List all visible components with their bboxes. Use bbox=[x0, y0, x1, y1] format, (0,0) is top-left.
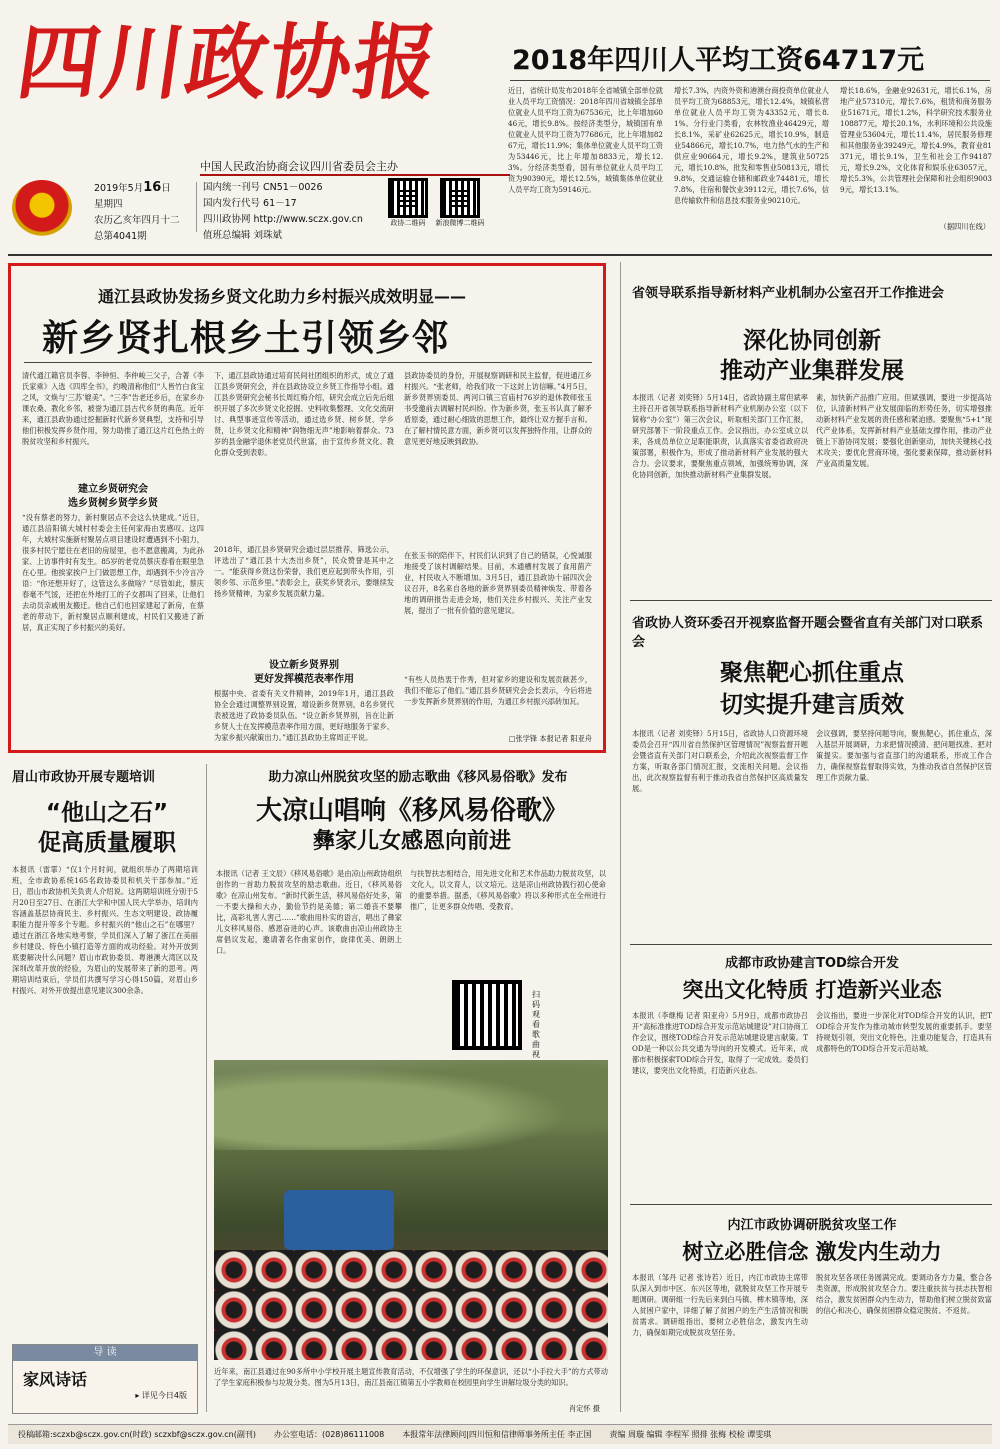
lead-subhead-2: 设立新乡贤界别 bbox=[269, 660, 339, 671]
website-link[interactable]: 四川政协网 http://www.sczx.gov.cn bbox=[203, 214, 363, 225]
wage-headline: 2018年四川人平均工资64717元 bbox=[512, 45, 925, 76]
qr-caption-1: 政协二维码 bbox=[390, 219, 426, 227]
story3-kicker: 省政协人资环委召开视察监督开题会暨省直有关部门对口联系会 bbox=[632, 616, 984, 650]
footer-legal: 本报常年法律顾问|四川恒和信律师事务所主任 李正国 bbox=[402, 1430, 592, 1439]
issue-date: 2019年5月 bbox=[94, 183, 144, 194]
qr-caption-2: 新浪微博二维码 bbox=[435, 219, 485, 227]
song-qr-code[interactable] bbox=[452, 980, 522, 1050]
lead-col1-a: 清代通江籍官员李蓉、李钟恒、李仲峻三父子，合著《李氏家乘》入选《四库全书》，约晚清称他们“人皆竹白食宝之风，文焕与‘三苏’媲美”。“三李”告老还乡后，在家乡办课农桑、教化乡邻，被誉为通江县古代乡贤的典范。近年来，通江县政协通过挖掘新时代新乡贤典型，支持和引导他们积极发挥乡贤作用，努力助推了通江这片红色热土的脱贫攻坚和乡村振兴。 bbox=[22, 371, 204, 446]
post-code: 国内发行代号 61－17 bbox=[203, 198, 297, 209]
lead-col2-a: 下，通江县政协通过培育民间社团组织的形式，成立了通江县乡贤研究会，并在县政协设立乡贤工作指导小组。通江县乡贤研究会秘书长周红梅介绍，研究会成立后先后组织开展了多次乡贤文化挖掘、史料收集整理、文化交流研讨、典型事迹宣传等活动，通过选乡贤、树乡贤、学乡贤，让乡贤文化和精神“润物细无声”地影响着群众。73岁的县金融学退休老党员代世富，由于宣传乡贤文化、教化群众受到表彰。 bbox=[214, 371, 394, 457]
story6-headline: 突出文化特质 打造新兴业态 bbox=[682, 978, 942, 1002]
photo-credit: 肖定怀 摄 bbox=[568, 1404, 600, 1413]
story4-headline-2: 促高质量履职 bbox=[38, 830, 176, 856]
wage-col-3: 增长18.6%，金融业92631元，增长6.1%，房地产业57310元，增长7.6%，租赁和商务服务业51671元，增长1.2%，科学研究技术服务业108877元，增长20.1%，水利环境和公共设施管理业53604元，增长11.4%，居民服务修理和其他服务业39249元，增长4.9%，教育业81371元，增长9.1%，卫生和社会工作94187元，增长9.2%，文化体育和娱乐业63057元，增长5.3%，公共管理社会保障和社会组织90039元，增长13.1%。 bbox=[840, 86, 992, 194]
lead-col3-c: “有些人员热衷于作秀，但对家乡的建设和发展贡献甚少，我们不能忘了他们。”通江县乡贤研究会会长表示，今后将进一步发挥新乡贤界别的作用，为通江乡村振兴添砖加瓦。 bbox=[404, 675, 592, 706]
photo-caption: 近年来，南江县通过在90多所中小学校开展主题宣传教育活动，不仅增强了学生的环保意识，还以“小手拉大手”的方式带动了学生家庭积极参与垃圾分类。图为5月13日，南江县南江镇第五小学教师在校园里向学生讲解垃圾分类的知识。 bbox=[214, 1367, 608, 1387]
guide-link[interactable]: ▸ 详见今日4版 bbox=[135, 1391, 187, 1400]
wage-source: （据四川在线） bbox=[939, 222, 990, 231]
masthead-divider bbox=[8, 254, 992, 256]
lead-subhead-2b: 更好发挥模范表率作用 bbox=[254, 674, 354, 685]
story2-col-1: 本报讯（记者 刘奕铎）5月14日，省政协副主席但斌率主持召开省领导联系指导新材料产业机制办公室（以下简称“办公室”）第三次会议，听取相关部门工作汇报，研究部署下一阶段重点工作。会议指出，办公室成立以来，各成员单位立足职能职责，认真落实省委省政府决策部署，积极作为，形成了推动新材料产业发展的强大合力。会议要求，要聚焦重点领域，加强统筹协调，深化协同创新，加快推动新材料产业集群发展。 bbox=[632, 393, 808, 479]
story4-kicker: 眉山市政协开展专题培训 bbox=[12, 770, 156, 785]
photo-bins bbox=[284, 1190, 394, 1250]
story5-headline-1: 大凉山唱响《移风易俗歌》 bbox=[255, 796, 568, 826]
story5-kicker: 助力凉山州脱贫攻坚的励志歌曲《移风易俗歌》发布 bbox=[268, 770, 568, 785]
students-photo bbox=[214, 1060, 608, 1360]
story3-headline-1: 聚焦靶心抓住重点 bbox=[720, 660, 904, 686]
story2-rule bbox=[630, 600, 992, 601]
guide-link-text[interactable]: 详见今日4版 bbox=[141, 1391, 187, 1400]
wage-col-1: 近日，省统计局发布2018年全省城镇全部单位就业人员平均工资情况：2018年四川省城镇全部单位就业人员平均工资为67536元，比上年增加6046元，增长9.8%。按经济类型分，城镇国有单位就业人员平均工资为77686元，比上年增加8267元，增长11.9%；集体单位就业人员平均工资为53446元，比上年增加8833元，增长12.3%。分经济类型看，国有单位就业人员平均工资为90390元，增长12.5%，城镇集体单位就业人员平均工资为59146元。 bbox=[508, 86, 663, 194]
duty-editor: 值班总编辑 刘珠斌 bbox=[203, 230, 283, 241]
masthead-motto: 中国人民政治协商会议四川省委员会主办 bbox=[200, 160, 398, 173]
story7-col-1: 本报讯（邹丹 记者 张诗若）近日，内江市政协主席带队深入到市中区、东兴区等地，就脱贫攻坚工作开展专题调研。调研组一行先后来到白马镇、椑木镇等地，深入贫困户家中，详细了解了贫困户的生产生活情况和脱贫需求。调研组指出，要树立必胜信念，激发内生动力，确保如期完成脱贫攻坚任务。 bbox=[632, 1273, 808, 1337]
story5-headline-2: 彝家儿女感恩向前进 bbox=[312, 829, 511, 854]
guide-label: 导 读 bbox=[13, 1345, 197, 1361]
story7-headline: 树立必胜信念 激发内生动力 bbox=[682, 1240, 942, 1264]
masthead-title: 四川政协报 bbox=[11, 15, 445, 111]
footer-bar bbox=[8, 1424, 992, 1444]
lead-col3-b: 在张玉书的陪伴下，村民们认识到了自己的错误，心悦诚服地接受了该村调解结果。目前，木通槽村发展了食用菌产业，村民收入不断增加。3月5日，通江县政协十届四次会议召开，8名来自各地的新乡贤界别委员精神焕发、带着各地的调研报告走进会场，他们关注乡村振兴、关注产业发展，提出了一批有价值的意见建议。 bbox=[404, 551, 592, 615]
story3-col-1: 本报讯（记者 刘奕铎）5月15日，省政协人口资源环境委员会召开“四川省自然保护区管理情况”视察监督开题会暨省直有关部门对口联系会，介绍此次视察监督工作方案，听取各部门情况汇报，交流相关问题。会议指出，此次视察监督有利于推动我省自然保护区高质量发展。 bbox=[632, 729, 808, 793]
issue-lunar: 农历乙亥年四月十二 bbox=[94, 215, 180, 226]
story5-col-2: 与扶智扶志相结合，用先进文化和艺术作品助力脱贫攻坚，以文化人，以文育人，以文培元。这是凉山州政协践行初心使命的重要举措。据悉，《移风易俗歌》将以多种形式在全州进行推广，让更多群众传唱、受教育。 bbox=[410, 869, 606, 911]
footer-editors: 责编 周璇 编辑 李程军 照排 张梅 校检 谭雯琪 bbox=[609, 1430, 772, 1439]
story3-rule bbox=[630, 944, 992, 945]
wage-col-2: 增长7.3%，内资外资和港澳台商投资单位就业人员平均工资为68853元，增长12.4%，城镇私营单位就业人员平均工资为43352元，增长8.1%。分行业门类看，农林牧渔业46429元，增长8.1%，采矿业62625元，增长10.9%，制造业54866元，增长10.7%，电力热气水的生产和供应业90664元，增长9.2%，建筑业50725元，增长10.8%，批发和零售业50813元，增长9.8%，交通运输仓储和邮政业74481元，增长7.8%，住宿和餐饮业39112元，增长7.6%，信息传输软件和信息技术服务业90210元。 bbox=[674, 86, 829, 205]
story5-col-1: 本报讯（记者 王文辰）《移风易俗歌》是由凉山州政协组织创作的一首助力脱贫攻坚的励志歌曲。近日，《移风易俗歌》在凉山州发布。“新时代新生活，移风易俗好处多，第一不要大操和大办，勤俭节约是美德；第二婚丧不要攀比，高彩礼害人害己……”歌曲用朴实的语言，唱出了彝家儿女移风易俗、感恩奋进的心声。该歌曲由凉山州政协主席倡议发起，邀请著名作曲家创作，旋律优美、朗朗上口。 bbox=[216, 869, 402, 955]
footer-phone: 办公室电话：(028)86111008 bbox=[273, 1430, 385, 1439]
publication-info bbox=[203, 180, 383, 244]
story7-col-2: 脱贫攻坚各项任务圆满完成。要调动各方力量，整合各类资源，形成脱贫攻坚合力。要注重扶贫与扶志扶智相结合，激发贫困群众内生动力，帮助他们树立脱贫致富的信心和决心，确保贫困群众稳定脱贫、不返贫。 bbox=[816, 1273, 992, 1315]
story4-headline-1: “他山之石” bbox=[45, 800, 169, 826]
lead-credit: □张学锋 本报记者 阳亚舟 bbox=[508, 734, 592, 743]
story2-headline-2: 推动产业集群发展 bbox=[720, 358, 904, 384]
photo-trees bbox=[214, 1060, 608, 1150]
right-column-rule bbox=[620, 262, 621, 1412]
lead-headline: 新乡贤扎根乡土引领乡邻 bbox=[42, 318, 450, 359]
lower-divider bbox=[206, 764, 207, 1412]
story2-col-2: 素，加快新产品推广应用。但斌强调，要进一步提高站位，认清新材料产业发展面临的形势任务，切实增强推动新材料产业发展的责任感和紧迫感。要聚焦“5+1”现代产业体系，发挥新材料产业基础支撑作用，推动产业链上下游协同发展；要强化创新驱动，加快关键核心技术攻关；要优化营商环境，强化要素保障，推动新材料产业高质量发展。 bbox=[816, 393, 992, 468]
qr-code-weibo[interactable] bbox=[435, 178, 490, 228]
wage-rule bbox=[510, 80, 990, 81]
divider bbox=[196, 182, 197, 232]
guide-title: 家风诗话 bbox=[23, 1370, 88, 1389]
story6-col-2: 会议指出，要进一步深化对TOD综合开发的认识，把TOD综合开发作为推动城市转型发展的重要抓手。要坚持规划引领，突出文化特色，注重功能复合，打造具有成都特色的TOD综合开发示范站城。 bbox=[816, 1011, 992, 1053]
cn-code: 国内统一刊号 CN51－0026 bbox=[203, 182, 323, 193]
lead-kicker: 通江县政协发扬乡贤文化助力乡村振兴成效明显—— bbox=[98, 287, 467, 306]
lead-col1-b: “没有蔡老的努力，新村聚居点不会这么快建成。”近日，通江县涪阳镇大城村村委会主任何家海由衷感叹。这四年，大城村实施新村聚居点项目建设时遭遇到不小阻力，很多村民宁愿住在老旧的房屋里，也不愿意搬离，为此孙家、上访事件时有发生。85岁的老党员蔡庆春看在眼里急在心里。他挨家挨户上门做思想工作，却遇到不少冷言冷语：“你还想开好了，这管这么多做啥？”尽管如此，蔡庆春毫不气馁，还把在外地打工的子女都叫了回来，让他们去动员亲戚朋友搬迁。他自己们也回家建起了新房，在蔡老的带动下，新村聚居点顺利建成，村民们又搬进了新居，真正实现了乡村振兴的美好。 bbox=[22, 513, 204, 632]
lead-subhead-1b: 选乡贤树乡贤学乡贤 bbox=[68, 498, 158, 509]
photo-students bbox=[214, 1250, 608, 1360]
lead-col3-a: 县政协委员的身份，开展视察调研和民主监督，促进通江乡村振兴。“张老师，给我们收一下这封上访信嘛。”4月5日，新乡贤界别委员、两河口镇三官庙村76岁的退休教师张玉书受邀前去调解村民纠纷。作为新乡贤，张玉书认真了解矛盾原委，通过耐心细致的思想工作，最终让双方握手言和。在了解村情民意方面，新乡贤可以发挥独特作用，让群众的意见更好地反映到政协。 bbox=[404, 371, 592, 446]
story3-col-2: 会议强调，要坚持问题导向，聚焦靶心，抓住重点，深入基层开展调研，力求把情况摸清、把问题找准、把对策提实。要加强与省直部门的沟通联系，形成工作合力，确保视察监督取得实效，为推动我省自然保护区管理工作贡献力量。 bbox=[816, 729, 992, 782]
story2-headline-1: 深化协同创新 bbox=[743, 328, 881, 354]
story4-body: 本报讯（雷霏）“仅1个月时间，就组织举办了两期培训班，全市政协系统165名政协委员和机关干部参加。”近日，眉山市政协机关负责人介绍说。这两期培训班分别于5月20日至27日、在浙江大学和中国人民大学举办，培训内容涵盖基层协商民主、乡村振兴、生态文明建设、政协履职能力提升等多个专题。乡村振兴的“他山之石”在哪里？通过在浙江各地实地考察，学员们深入了解了浙江在美丽乡村建设、特色小镇打造等方面的成功经验。对外开放到底要解决什么问题？眉山市政协委员、粤港澳大湾区以及深圳改革开放的经验，为眉山的发展带来了新的思考。两期培训结束后，学员们共撰写学习心得150篇，对眉山乡村振兴、对外开放提出意见建议300余条。 bbox=[12, 865, 198, 995]
lead-col2-b: 2018年，通江县乡贤研究会通过层层推荐、筛选公示，评选出了“通江县十大杰出乡贤”，民众赞誉是其中之一。“能获得乡贤这份荣誉，我们更应起到带头作用，引领乡邻、示范乡里。”表彰会上，获奖乡贤表示，要继续发扬乡贤精神，为家乡发展贡献力量。 bbox=[214, 545, 394, 598]
story6-col-1: 本报讯（李继梅 记者 阳亚舟）5月9日，成都市政协召开“高标准推进TOD综合开发示范站城建设”对口协商工作会议，围绕TOD综合开发示范站城建设建言献策。TOD是一种以公共交通为导向的开发模式。近年来，成都市积极探索TOD综合开发，取得了一定成效。委员们建议，要突出文化特质，打造新兴业态。 bbox=[632, 1011, 808, 1075]
issue-day: 16 bbox=[143, 180, 162, 195]
footer-email[interactable]: 投稿邮箱:sczxb@sczx.gov.cn(时政) sczxbf@sczx.gov.cn(副刊) bbox=[18, 1430, 256, 1439]
issue-number: 总第4041期 bbox=[94, 231, 147, 242]
story3-headline-2: 切实提升建言质效 bbox=[720, 692, 904, 718]
story6-rule bbox=[630, 1204, 992, 1205]
lead-rule bbox=[24, 362, 592, 363]
story2-kicker: 省领导联系指导新材料产业机制办公室召开工作推进会 bbox=[632, 286, 945, 301]
cppcc-emblem bbox=[12, 180, 72, 236]
lead-col2-c: 根据中央、省委有关文件精神，2019年1月，通江县政协全会通过调整界别设置，增设新乡贤界别，8名乡贤代表被选进了政协委员队伍。“设立新乡贤界别，旨在让新乡贤人士在发挥模范表率作用方面，更好地服务于家乡、为家乡振兴献策出力。”通江县政协主席周正平说。 bbox=[214, 689, 394, 742]
song-qr-caption: 扫码观看歌曲视 bbox=[532, 990, 540, 1059]
issue-date-rest: 日 bbox=[161, 183, 171, 194]
issue-weekday: 星期四 bbox=[94, 199, 123, 210]
issue-info bbox=[94, 180, 204, 245]
guide-box bbox=[12, 1344, 198, 1414]
lead-subhead-1: 建立乡贤研究会 bbox=[78, 484, 148, 495]
masthead-bar bbox=[200, 174, 510, 176]
story7-kicker: 内江市政协调研脱贫攻坚工作 bbox=[727, 1218, 897, 1233]
story6-kicker: 成都市政协建言TOD综合开发 bbox=[725, 956, 899, 971]
